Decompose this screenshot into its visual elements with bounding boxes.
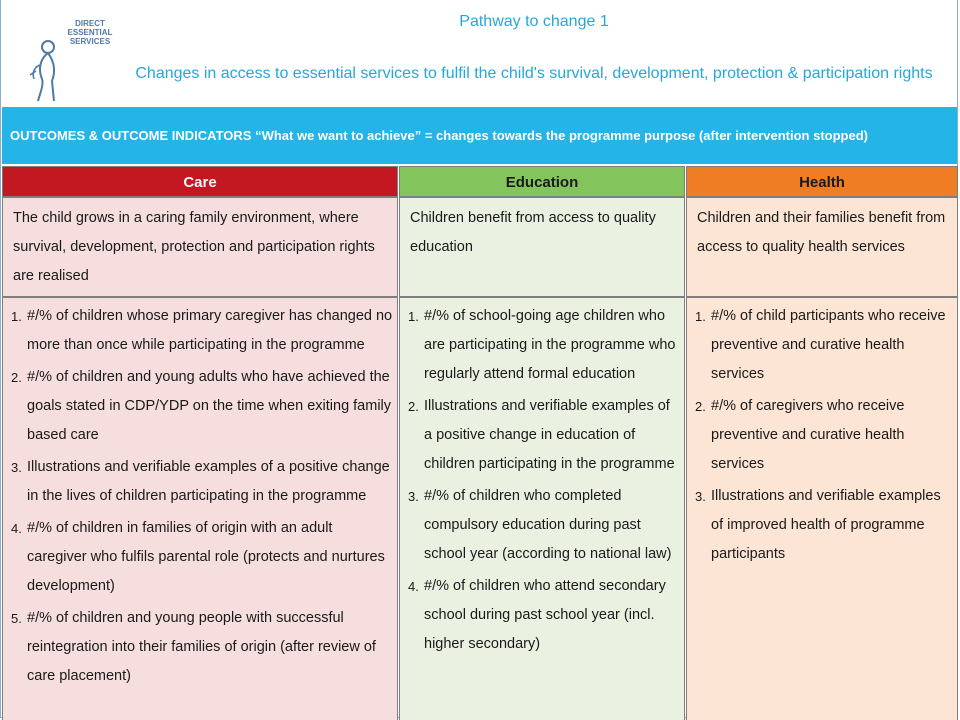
indicator-number: 3.: [11, 460, 22, 475]
indicator-item: [7, 302, 393, 360]
indicator-list: [404, 302, 680, 659]
page-subtitle: Changes in access to essential services to fulfil the child's survival, development, protection & participation rights: [135, 65, 933, 82]
logo-text: [60, 19, 120, 46]
indicator-item: [404, 302, 680, 389]
indicator-item: [7, 453, 393, 511]
indicator-number: 2.: [11, 370, 22, 385]
indicator-text: #/% of children and young people with successful reintegration into their families of origin (after review of care placement): [27, 610, 376, 684]
indicator-item: [404, 572, 680, 659]
logo-line: DIRECT: [75, 19, 105, 28]
indicators-education: [399, 297, 685, 720]
indicator-list: [7, 302, 393, 691]
indicators-care: [2, 297, 398, 720]
indicator-text: #/% of children and young adults who have achieved the goals stated in CDP/YDP on the time when exiting family based care: [27, 369, 392, 443]
indicator-item: [404, 392, 680, 479]
indicator-item: [7, 363, 393, 450]
outcome-care: The child grows in a caring family environment, where survival, development, protection and participation rights are realised: [2, 197, 398, 297]
column-header-health: Health: [686, 166, 958, 197]
indicator-item: [691, 302, 953, 389]
indicator-text: #/% of children whose primary caregiver has changed no more than once while participating in the programme: [27, 308, 393, 353]
indicator-number: 4.: [408, 579, 419, 594]
indicator-text: #/% of children who completed compulsory education during past school year (according to national law): [424, 488, 672, 562]
column-header-education: Education: [399, 166, 685, 197]
logo-line: ESSENTIAL: [67, 28, 113, 37]
indicator-item: [7, 514, 393, 601]
indicator-number: 3.: [408, 489, 419, 504]
indicators-health: [686, 297, 958, 720]
page-header: [4, 3, 956, 105]
organization-logo: [26, 13, 112, 99]
indicator-number: 2.: [695, 399, 706, 414]
indicator-text: Illustrations and verifiable examples of a positive change in the lives of children participating in the programme: [27, 459, 390, 504]
indicator-number: 4.: [11, 521, 22, 536]
outcome-health: Children and their families benefit from access to quality health services: [686, 197, 958, 297]
indicator-item: [7, 604, 393, 691]
column-header-care: Care: [2, 166, 398, 197]
indicator-number: 1.: [695, 309, 706, 324]
indicator-item: [404, 482, 680, 569]
indicator-text: Illustrations and verifiable examples of improved health of programme participants: [711, 488, 941, 562]
indicator-number: 2.: [408, 399, 419, 414]
indicator-text: Illustrations and verifiable examples of a positive change in education of children participating in the programme: [424, 398, 675, 472]
outcome-education: Children benefit from access to quality education: [399, 197, 685, 297]
indicator-text: #/% of children who attend secondary school during past school year (incl. higher secondary): [424, 578, 666, 652]
logo-line: SERVICES: [69, 37, 111, 46]
outcomes-banner: OUTCOMES & OUTCOME INDICATORS “What we want to achieve” = changes towards the programme purpose (after intervention stopped): [2, 107, 957, 164]
indicator-text: #/% of caregivers who receive preventive and curative health services: [711, 398, 905, 472]
indicator-item: [691, 482, 953, 569]
indicator-number: 3.: [695, 489, 706, 504]
indicator-text: #/% of child participants who receive preventive and curative health services: [711, 308, 946, 382]
indicator-item: [691, 392, 953, 479]
indicator-number: 1.: [408, 309, 419, 324]
indicator-text: #/% of children in families of origin with an adult caregiver who fulfils parental role (protects and nurtures development): [27, 520, 385, 594]
page-title: Pathway to change 1: [459, 13, 609, 30]
indicator-list: [691, 302, 953, 569]
child-figure-icon: [26, 35, 66, 105]
indicator-number: 5.: [11, 611, 22, 626]
indicator-text: #/% of school-going age children who are participating in the programme who regularly attend formal education: [424, 308, 676, 382]
indicator-number: 1.: [11, 309, 22, 324]
